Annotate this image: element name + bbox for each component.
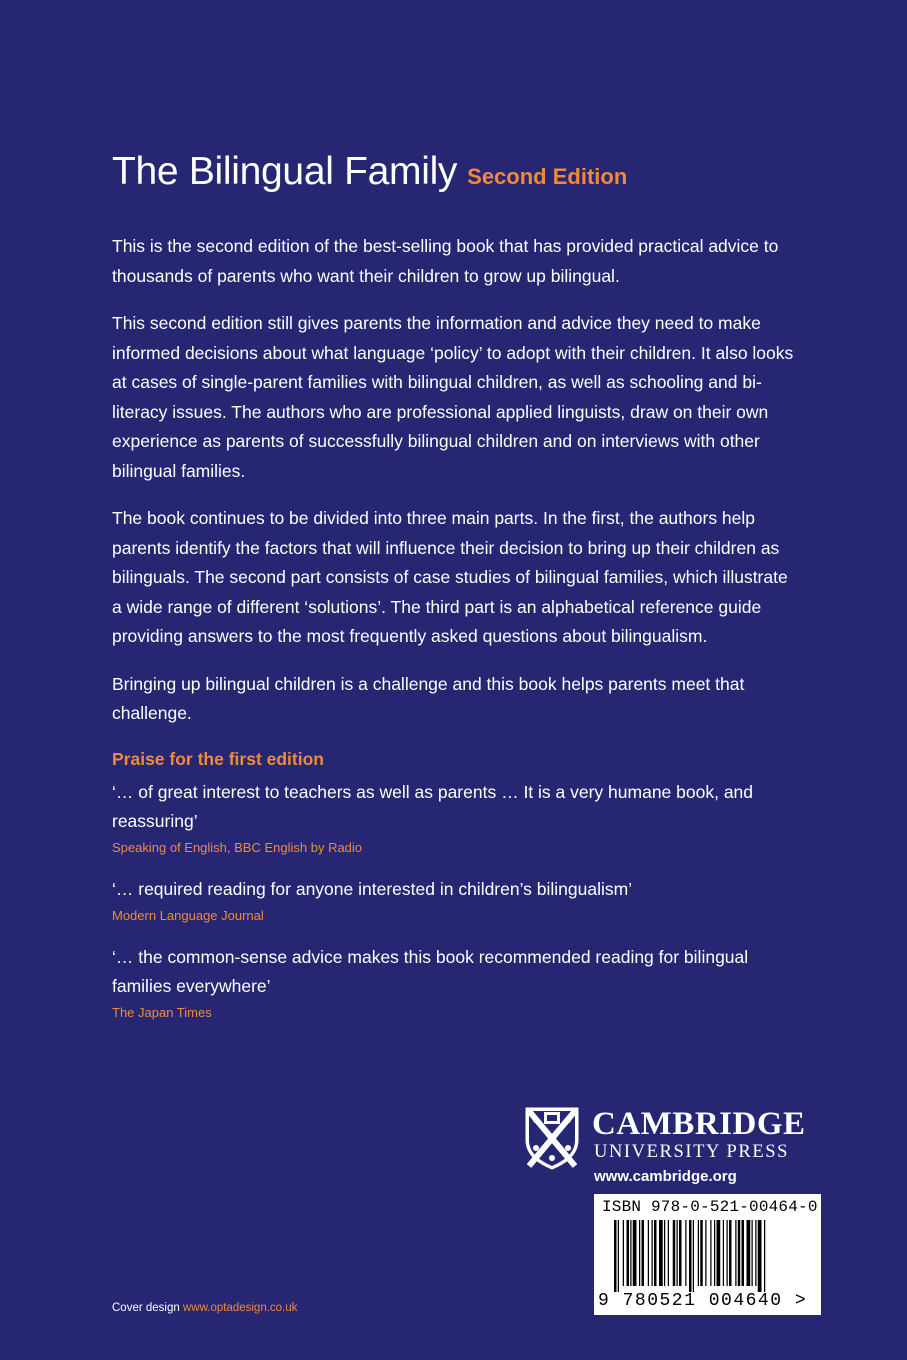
barcode-bar <box>614 1220 617 1292</box>
praise-quote <box>112 875 802 923</box>
barcode-bar <box>659 1220 663 1286</box>
credit-site: www.optadesign.co.uk <box>182 1302 298 1314</box>
barcode-bar <box>677 1220 678 1286</box>
barcode-bar <box>654 1220 657 1286</box>
quote-source: Modern Language Journal <box>112 907 264 923</box>
description-paragraph: This second edition still gives parents the information and advice they need to make informed decisions about what language ‘policy’ to adopt with their children. It also looks at cases of single-parent families with bilingual children, as well as schooling and bi-literacy issues. The authors who are professional applied linguists, draw on their own experience as parents of successfully bilingual children and on interviews with other bilingual families. <box>112 313 794 481</box>
barcode-bar <box>627 1220 630 1286</box>
barcode-bar <box>764 1220 765 1292</box>
barcode-bar <box>723 1220 724 1286</box>
barcode-bar <box>747 1220 751 1286</box>
quote-text: ‘… the common-sense advice makes this book recommended reading for bilingual families everywhere’ <box>112 946 749 996</box>
quote-text: ‘… of great interest to teachers as well as parents … It is a very humane book, and reassuring’ <box>112 781 754 831</box>
cambridge-crest-icon <box>524 1106 580 1170</box>
description-paragraph: Bringing up bilingual children is a challenge and this book helps parents meet that challenge. <box>112 673 745 723</box>
praise-heading: Praise for the first edition <box>112 748 324 769</box>
barcode-bar <box>729 1220 732 1286</box>
barcode-bar <box>623 1220 624 1286</box>
description-paragraph: The book continues to be divided into three main parts. In the first, the authors help parents identify the factors that will influence their decision to bring up their children as bilinguals. The second part consists of case studies of bilingual families, which illustrate a wide range of different ‘solutions’. The third part is an alphabetical reference guide providing answers to the most frequently asked questions about bilingualism. <box>112 508 788 646</box>
barcode-bar <box>642 1220 645 1286</box>
barcode-bar <box>714 1220 715 1286</box>
barcode-bar <box>673 1220 676 1286</box>
barcode-bar <box>630 1220 631 1286</box>
isbn-barcode <box>594 1194 821 1315</box>
barcode-bar <box>652 1220 653 1286</box>
barcode-bar <box>685 1220 686 1286</box>
back-cover-content <box>112 150 802 1040</box>
barcode-bar <box>705 1220 706 1286</box>
barcode-bar <box>758 1220 762 1292</box>
barcode-bar <box>727 1220 728 1286</box>
barcode-bar <box>710 1220 711 1286</box>
quote-source: The Japan Times <box>112 1004 212 1020</box>
barcode-digits: 9 780521 004640 > <box>598 1291 808 1311</box>
barcode-bar <box>679 1220 682 1286</box>
edition-label: Second Edition <box>467 164 628 189</box>
barcode-bar <box>742 1220 745 1286</box>
barcode-bar <box>755 1220 756 1286</box>
quote-text: ‘… required reading for anyone interested in children’s bilingualism’ <box>112 878 633 899</box>
barcode-bar <box>689 1220 692 1292</box>
barcode-bar <box>648 1220 649 1286</box>
praise-quote <box>112 778 802 855</box>
barcode-bar <box>633 1220 637 1286</box>
isbn-label: ISBN 978-0-521-00464-0 <box>602 1198 818 1216</box>
barcode-bar <box>639 1220 640 1286</box>
barcode-bar <box>664 1220 665 1286</box>
barcode-bar <box>668 1220 669 1286</box>
cover-credit <box>112 1302 297 1314</box>
barcode-bars <box>614 1220 804 1292</box>
barcode-bar <box>735 1220 736 1286</box>
barcode-bar <box>693 1220 694 1292</box>
barcode-bar <box>738 1220 741 1286</box>
barcode-bar <box>700 1220 703 1286</box>
publisher-subtitle: UNIVERSITY PRESS <box>594 1142 790 1162</box>
book-title: The Bilingual Family <box>112 150 458 193</box>
publisher-url: www.cambridge.org <box>594 1168 737 1185</box>
barcode-bar <box>618 1220 619 1292</box>
description-paragraph: This is the second edition of the best-selling book that has provided practical advice to thousands of parents who want their children to grow up bilingual. <box>112 236 779 286</box>
barcode-bar <box>717 1220 721 1286</box>
praise-quote <box>112 943 802 1020</box>
barcode-bar <box>698 1220 699 1286</box>
publisher-name: CAMBRIDGE <box>592 1106 806 1142</box>
credit-label: Cover design <box>112 1302 180 1314</box>
quote-source: Speaking of English, BBC English by Radio <box>112 839 363 855</box>
barcode-bar <box>752 1220 753 1286</box>
title-row <box>112 150 802 194</box>
